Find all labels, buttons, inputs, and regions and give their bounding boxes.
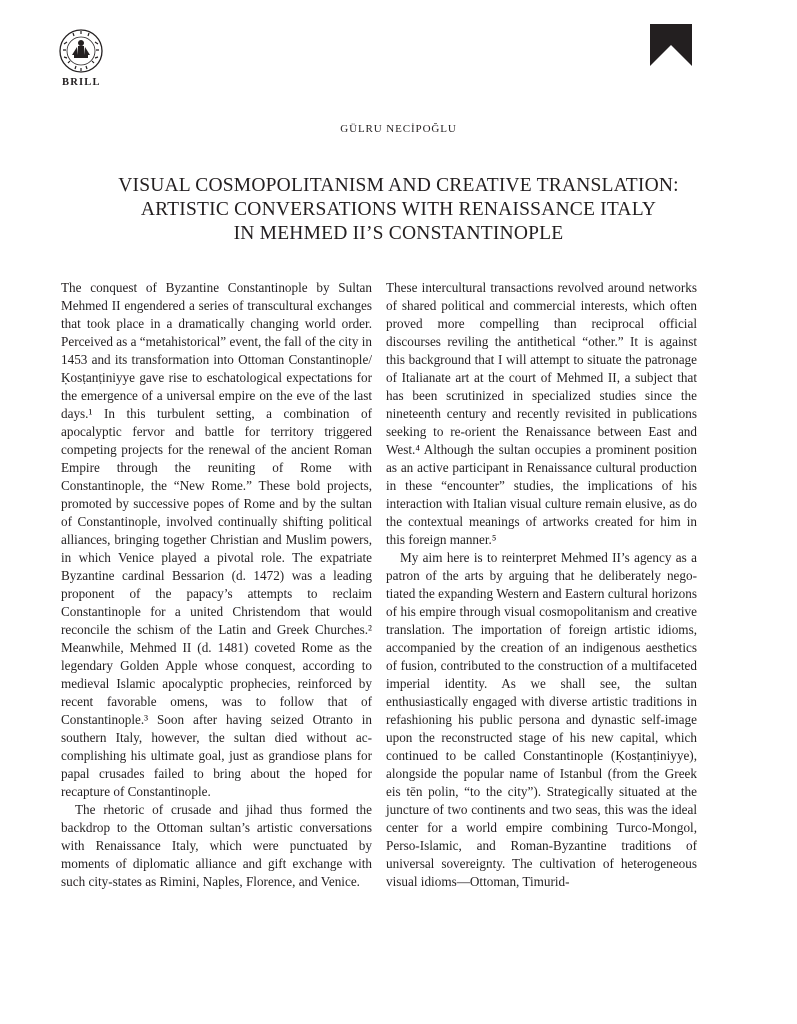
right-column <box>386 279 697 891</box>
body-paragraph: These intercultural transactions revolved around networks of shared political and commercial interests, which often proved more compelling than reciprocal official discourses reviling the antithetical “other.” It is against this background that I will attempt to situate the patronage of Italianate art at the court of Mehmed II, a subject that has been scrutinized in specialized studies since the nineteenth century and recently revisited in publications seeking to re-orient the Renaissance between East and West.⁴ Although the sultan occupies a prominent position as an active participant in Renaissance cultural production in these “encounter” studies, the implications of his interaction with Italian visual culture remain elusive, as do the contextual meanings of artworks created for him in this foreign manner.⁵ <box>386 280 697 547</box>
brill-seal-icon <box>58 28 104 74</box>
body-paragraph: The rhetoric of crusade and jihad thus formed the backdrop to the Ottoman sultan’s artistic conversations with Renaissance Italy, which were punctuated by moments of diplomatic alliance and gift exchange with such city-states as Rimini, Naples, Florence, and Venice. <box>61 802 372 889</box>
body-paragraph: The conquest of Byzantine Constantinople by Sultan Mehmed II engendered a series of transcultural exchanges that took place in a dramatically changing world order. Perceived as a “metahistorical” event, the fall of the city in 1453 and its transformation into Ottoman Constantinople/Ḳosṭanṭiniyye gave rise to eschatological expectations for the emergence of a universal empire on the eve of the last days.¹ In this turbulent setting, a combination of apocalyptic fervor and battle for territory triggered competing projects for the renewal of the ancient Roman Empire through the reuniting of Rome with Constantinople, the “New Rome.” These bold projects, promoted by successive popes of Rome and by the sultan of Constantinople, involved continually shifting political alliances, bringing together Christian and Muslim powers, in which Venice played a pivotal role. The expatriate Byzantine cardinal Bessarion (d. 1472) was a leading proponent of the papacy’s attempts to reclaim Constantinople for a united Christendom that would reconcile the schism of the Latin and Greek Churches.² Meanwhile, Mehmed II (d. 1481) coveted Rome as the legendary Golden Apple whose conquest, according to medieval Islamic apocalyptic prophecies, reinforced by recent favorable omens, was to follow that of Constantinople.³ Soon after having seized Otranto in southern Italy, however, the sultan died without accomplishing his ultimate goal, just as grandiose plans for papal crusades failed to bring about the hoped for recapture of Constantinople. <box>61 280 372 799</box>
title-line-1: VISUAL COSMOPOLITANISM AND CREATIVE TRANSLATION: <box>118 175 679 196</box>
article-title <box>50 174 747 246</box>
left-column <box>61 279 372 891</box>
publisher-name: BRILL <box>62 77 101 88</box>
corner-mark-icon <box>650 24 692 66</box>
title-line-3: IN MEHMED II’S CONSTANTINOPLE <box>233 223 564 244</box>
title-line-2: ARTISTIC CONVERSATIONS WITH RENAISSANCE ITALY <box>140 199 657 220</box>
body-paragraph: My aim here is to reinterpret Mehmed II’s agency as a patron of the arts by arguing that he deliberately negotiated the expanding Western and Eastern cultural horizons of his empire through visual cosmopolitanism and creative translation. The importation of foreign artistic idioms, accompanied by the creation of an indigenous aesthetics of fusion, contributed to the construction of a multifaceted imperial identity. As we shall see, the sultan enthusiastically engaged with diverse artistic traditions in refashioning his public persona and dynastic self-image upon the reconstructed stage of his new capital, which continued to be called Constantinople (Ḳosṭanṭiniyye), alongside the popular name of Istanbul (from the Greek eis tēn polin, “to the city”). Strategically situated at the juncture of two continents and two seas, this was the ideal center for a world empire combining Turco-Mongol, Perso-Islamic, and Roman-Byzantine traditions of universal sovereignty. The cultivation of heterogeneous visual idioms—Ottoman, Timurid- <box>386 550 697 889</box>
author-name: GÜLRU NECİPOĞLU <box>340 123 457 135</box>
